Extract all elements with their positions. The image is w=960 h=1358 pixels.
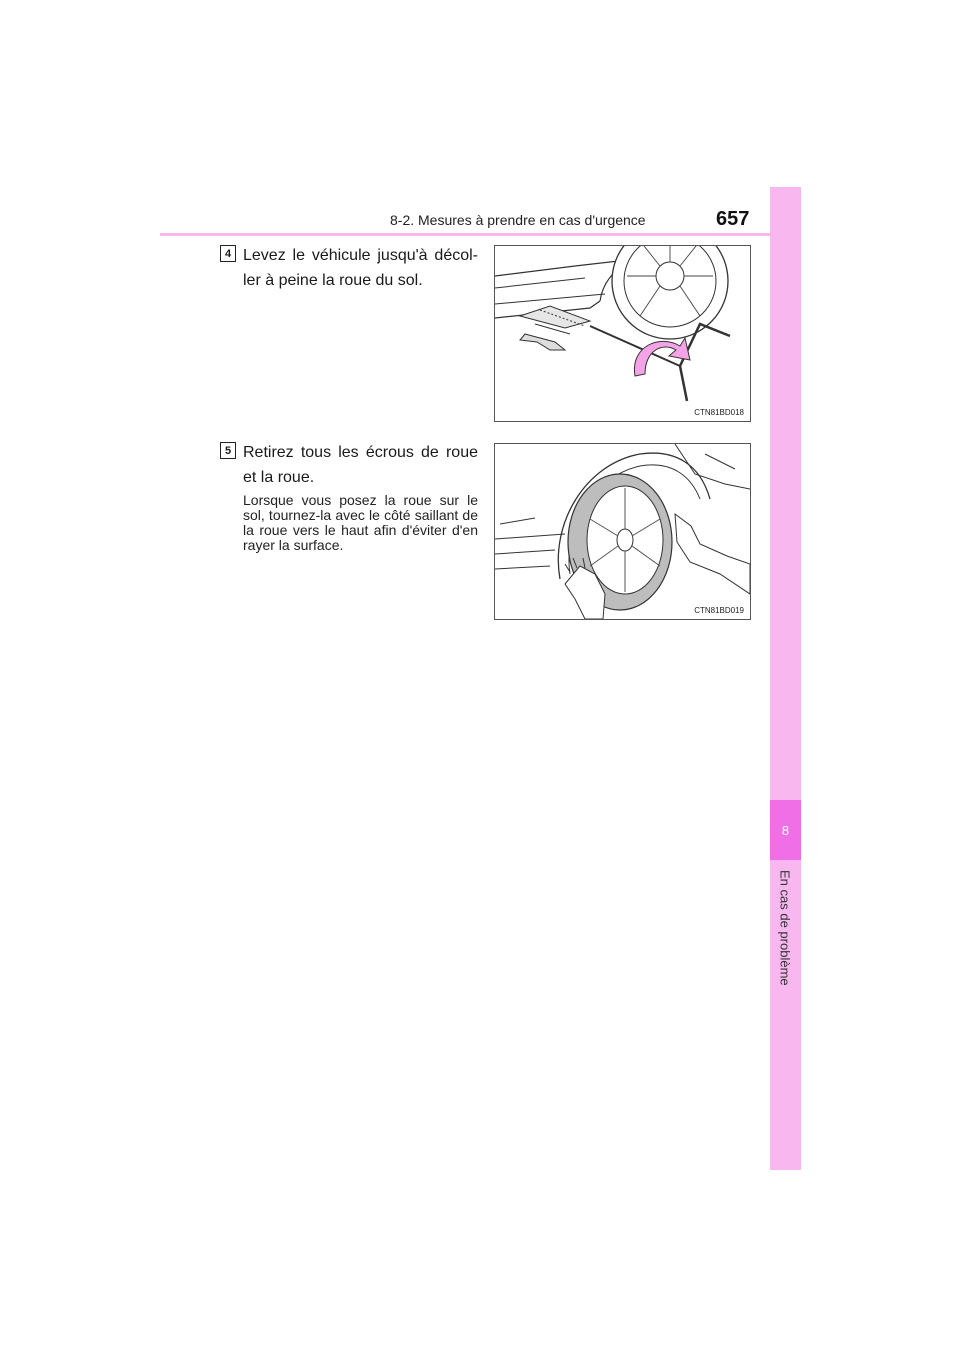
page-number: 657 (716, 208, 750, 230)
chapter-tab (770, 187, 801, 1170)
chapter-label: En cas de problème (777, 870, 793, 986)
figure-wheel-removal (494, 443, 751, 620)
step-4-text: Levez le véhicule jusqu'à décol-ler à peine la roue du sol. (243, 247, 478, 289)
step-4-badge: 4 (220, 245, 236, 262)
wheel-removal-illustration (495, 444, 750, 619)
figure-code: CTN81BD018 (694, 408, 744, 417)
chapter-number: 8 (770, 800, 801, 860)
header-rule (160, 233, 801, 236)
step-5-text: Retirez tous les écrous de roue et la roue. (243, 444, 478, 486)
step-5-note: Lorsque vous posez la roue sur le sol, tournez-la avec le côté saillant de la roue vers le haut afin d'éviter d'en rayer la surface. (243, 492, 478, 553)
figure-code: CTN81BD019 (694, 606, 744, 615)
figure-jack-lift (494, 245, 751, 422)
jack-lifting-car-illustration (495, 246, 750, 421)
step-5-badge: 5 (220, 442, 236, 459)
section-title: 8-2. Mesures à prendre en cas d'urgence (390, 212, 646, 228)
